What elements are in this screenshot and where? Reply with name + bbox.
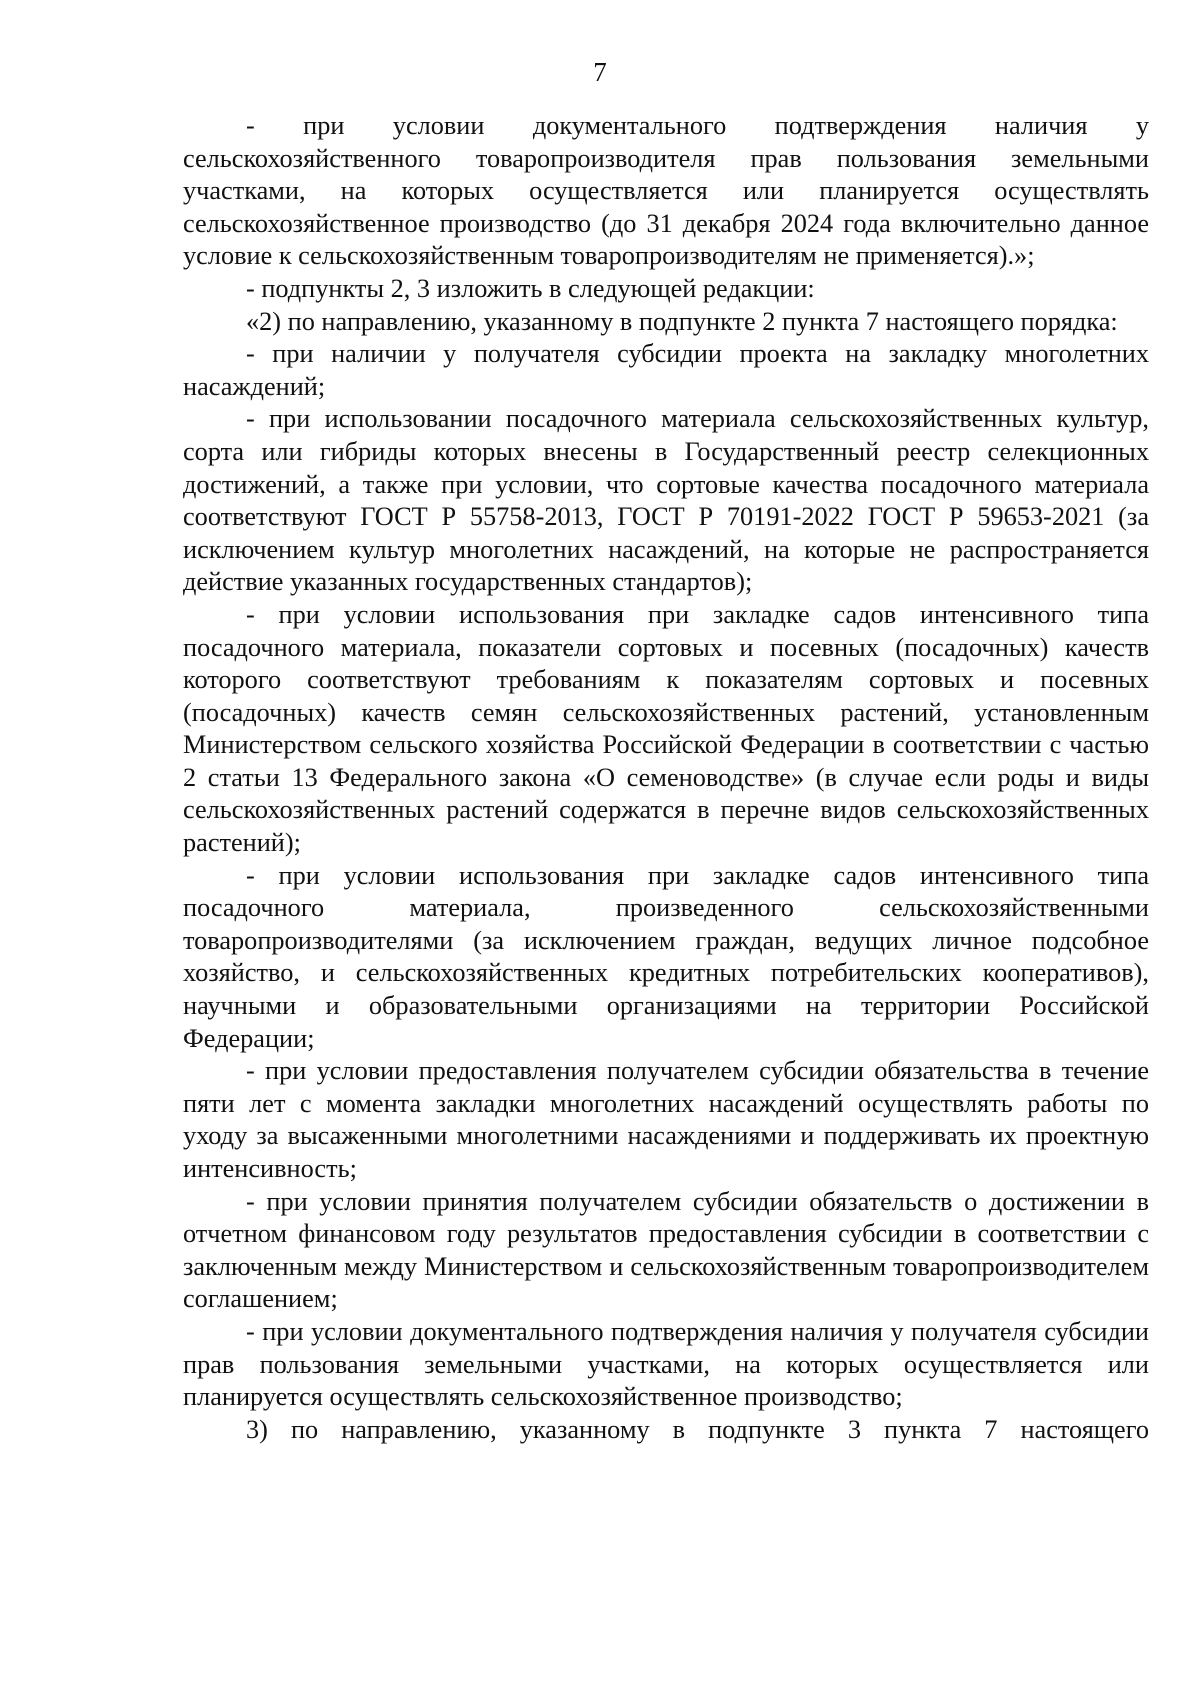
paragraph-subpoints-amendment: - подпункты 2, 3 изложить в следующей редакции: [246, 273, 815, 303]
paragraph-results-obligation: - при условии принятия получателем субсидии обязательств о достижении в отчетном финансовом году результатов предоставления субсидии в соответствии с заключенным между Министерством и сельскохозяйственным товаропроизводителем соглашением; [183, 1186, 1149, 1314]
paragraph-domestic-planting-material: - при условии использования при закладке садов интенсивного типа посадочного материала, произведенного сельскохозяйственными товаропроизводителями (за исключением граждан, ведущих личное подсобное хозяйство, и сельскохозяйственных кредитных потребительских кооперативов), научными и образовательными организациями на территории Российской Федерации; [183, 860, 1149, 1053]
paragraph-five-year-obligation: - при условии предоставления получателем субсидии обязательства в течение пяти лет с момента закладки многолетних насаждений осуществлять работы по уходу за высаженными многолетними насаждениями и поддерживать их проектную интенсивность; [183, 1056, 1149, 1183]
page-number: 7 [593, 57, 607, 87]
paragraph-land-use-condition: - при условии документального подтверждения наличия у сельскохозяйственного товаропроизводителя прав пользования земельными участками, на которых осуществляется или планируется осуществлять сельскохозяйственное производство (до 31 декабря 2024 года включительно данное условие к сельскохозяйственным товаропроизводителям не применяется).»; [183, 111, 1149, 271]
paragraph-recipient-land-rights: - при условии документального подтверждения наличия у получателя субсидии прав пользования земельными участками, на которых осуществляется или планируется осуществлять сельскохозяйственное производство; [183, 1316, 1149, 1412]
paragraph-seed-quality-requirements: - при условии использования при закладке садов интенсивного типа посадочного материала, показатели сортовых и посевных (посадочных) качеств которого соответствуют требованиям к показателям сортовых и посевных (посадочных) качеств семян сельскохозяйственных растений, установленным Министерством сельского хозяйства Российской Федерации в соответствии с частью 2 статьи 13 Федерального закона «О семеноводстве» (в случае если роды и виды сельскохозяйственных растений содержатся в перечне видов сельскохозяйственных растений); [183, 599, 1149, 858]
document-body [183, 110, 1149, 1446]
paragraph-planting-material-gost: - при использовании посадочного материала сельскохозяйственных культур, сорта или гибриды которых внесены в Государственный реестр селекционных достижений, а также при условии, что сортовые качества посадочного материала соответствуют ГОСТ Р 55758-2013, ГОСТ Р 70191-2022 ГОСТ Р 59653-2021 (за исключением культур многолетних насаждений, на которые не распространяется действие указанных государственных стандартов); [183, 404, 1149, 597]
paragraph-planting-project: - при наличии у получателя субсидии проекта на закладку многолетних насаждений; [183, 339, 1149, 401]
paragraph-direction-2: «2) по направлению, указанному в подпункте 2 пункта 7 настоящего порядка: [246, 306, 1118, 336]
paragraph-direction-3: 3) по направлению, указанному в подпункте 3 пункта 7 настоящего [246, 1414, 1149, 1444]
